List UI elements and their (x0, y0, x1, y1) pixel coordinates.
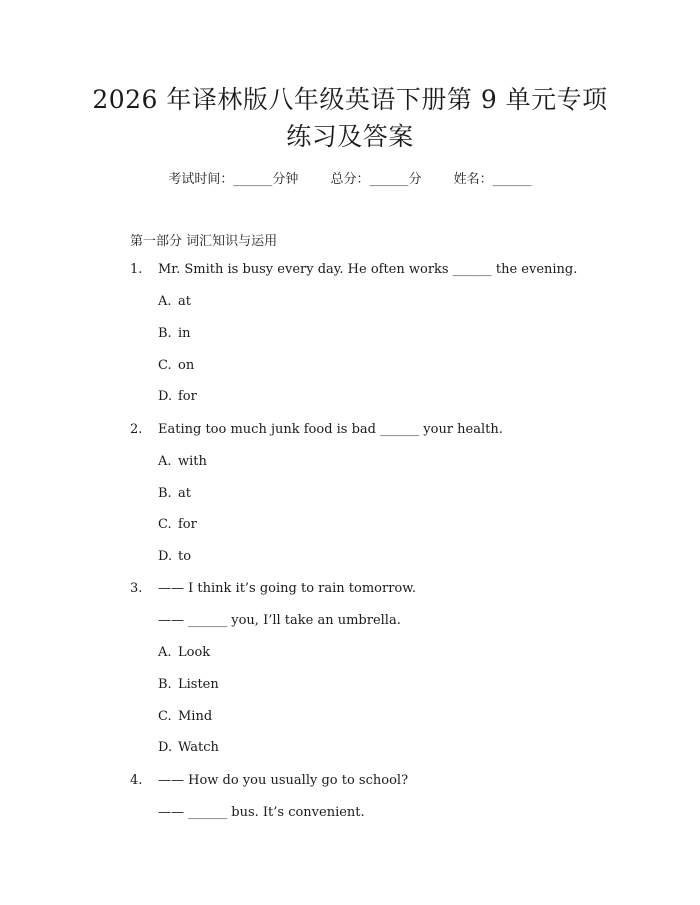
total-score-label: 总分：______分 (330, 172, 422, 187)
question-stem: —— I think it’s going to rain tomorrow. (158, 581, 416, 596)
option-letter: B. (158, 326, 172, 341)
option-item (158, 676, 219, 694)
option-text: Mind (178, 709, 213, 724)
question-stem-line-2: —— ______ bus. It’s convenient. (158, 805, 365, 820)
option-item (158, 325, 191, 343)
option-text: at (178, 294, 191, 309)
option-text: for (178, 389, 197, 404)
option-letter: C. (158, 517, 172, 532)
question-stem-line-2: —— ______ you, I’ll take an umbrella. (158, 613, 401, 628)
exam-time-label: 考试时间：______分钟 (168, 172, 299, 187)
option-text: for (178, 517, 197, 532)
option-letter: C. (158, 709, 172, 724)
question-number: 2. (130, 422, 143, 437)
exam-meta (0, 168, 700, 187)
option-item (158, 516, 197, 534)
question-stem: —— How do you usually go to school? (158, 773, 409, 788)
option-item (158, 453, 207, 471)
option-item (158, 708, 212, 726)
option-item (158, 548, 191, 566)
question-number: 3. (130, 581, 143, 596)
question-2 (130, 421, 503, 439)
document-title-line-1: 2026 年译林版八年级英语下册第 9 单元专项 (92, 85, 608, 114)
option-letter: A. (158, 454, 172, 469)
question-stem: Mr. Smith is busy every day. He often works ______ the evening. (158, 262, 578, 277)
question-1 (130, 261, 577, 279)
option-text: Look (178, 645, 211, 660)
option-item (158, 739, 219, 757)
option-item (158, 357, 194, 375)
option-item (158, 644, 210, 662)
question-stem: Eating too much junk food is bad ______ your health. (158, 422, 503, 437)
option-item (158, 293, 191, 311)
option-item (158, 485, 191, 503)
option-text: Listen (178, 677, 219, 692)
option-letter: D. (158, 389, 173, 404)
option-letter: A. (158, 294, 172, 309)
option-letter: C. (158, 358, 172, 373)
student-name-label: 姓名：______ (453, 172, 532, 187)
option-text: Watch (178, 740, 219, 755)
section-title: 第一部分 词汇知识与运用 (130, 234, 278, 249)
option-text: to (178, 549, 192, 564)
question-number: 1. (130, 262, 143, 277)
option-letter: D. (158, 740, 173, 755)
question-3 (130, 580, 416, 598)
option-item (158, 388, 197, 406)
option-text: at (178, 486, 191, 501)
option-letter: D. (158, 549, 173, 564)
document-title-line-2: 练习及答案 (286, 122, 414, 151)
option-letter: B. (158, 486, 172, 501)
option-text: with (178, 454, 207, 469)
option-text: on (178, 358, 195, 373)
question-4 (130, 772, 408, 790)
option-letter: A. (158, 645, 172, 660)
question-number: 4. (130, 773, 143, 788)
option-text: in (178, 326, 191, 341)
option-letter: B. (158, 677, 172, 692)
